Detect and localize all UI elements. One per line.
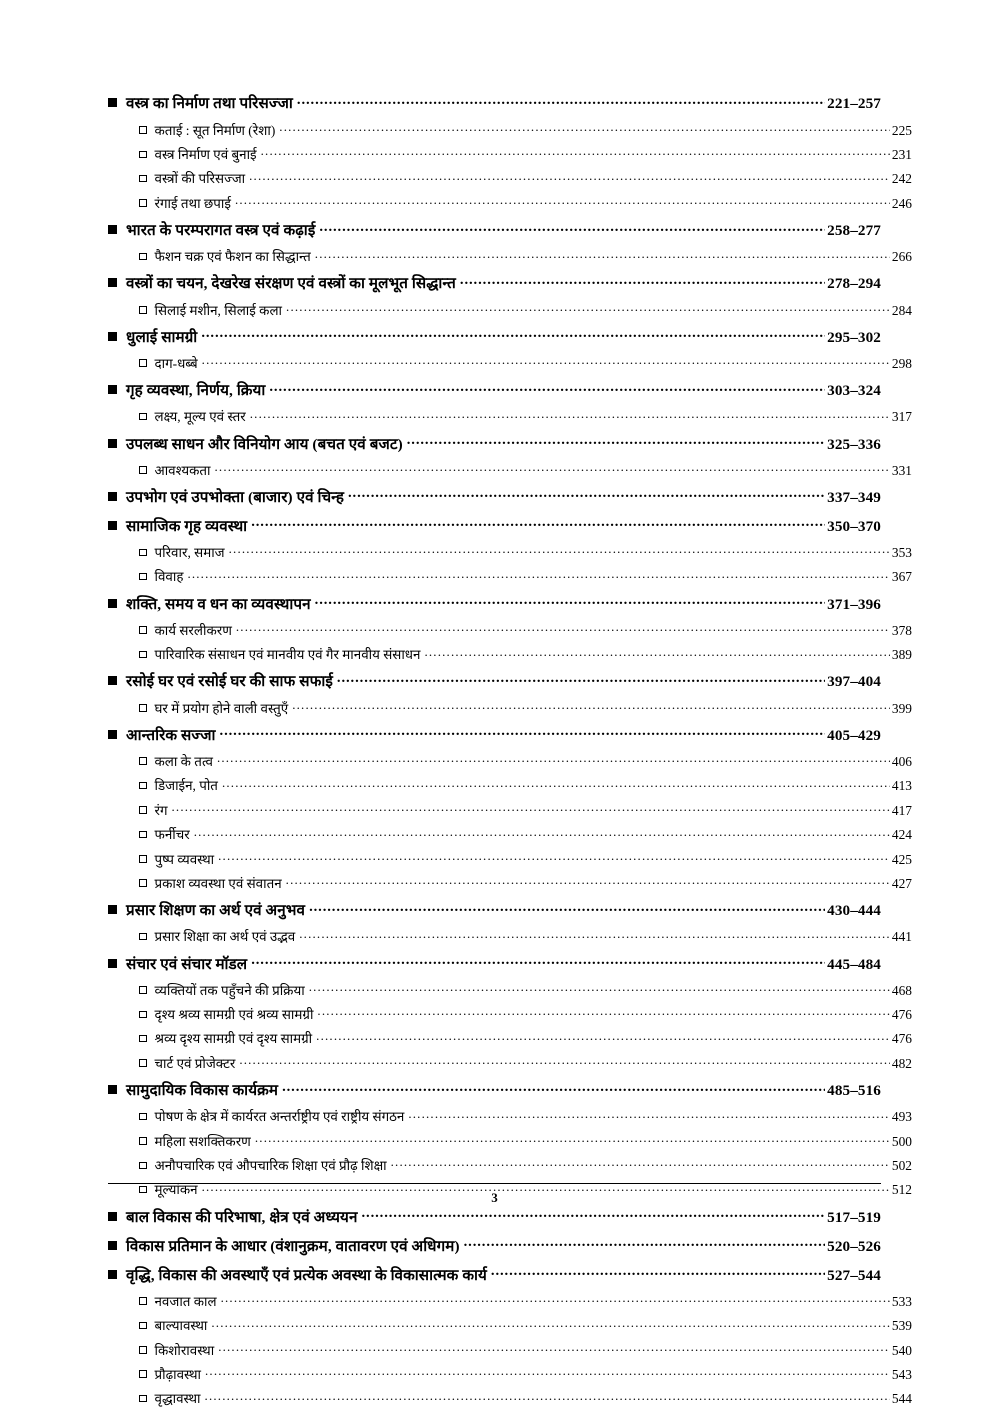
toc-sub-entry[interactable] <box>139 642 912 666</box>
toc-entry-title: विवाह <box>154 569 184 585</box>
hollow-square-icon <box>139 413 147 421</box>
toc-entry-title: वृद्धावस्था <box>154 1391 201 1407</box>
toc-entry-page: 468 <box>891 982 912 998</box>
toc-sub-entry[interactable] <box>139 539 912 563</box>
toc-entry-page: 441 <box>891 929 912 945</box>
toc-entry-page: 399 <box>891 700 912 716</box>
toc-entry-title: भारत के परम्परागत वस्त्र एवं कढ़ाई <box>126 222 316 240</box>
toc-entry-title: सामुदायिक विकास कार्यक्रम <box>126 1082 279 1100</box>
toc-entry-page: 512 <box>891 1182 912 1198</box>
toc-chapter-entry[interactable] <box>108 268 881 297</box>
toc-entry-title: चार्ट एवं प्रोजेक्टर <box>154 1055 236 1071</box>
toc-entry-title: रंगाई तथा छपाई <box>154 195 231 211</box>
toc-entry-title: महिला सशक्तिकरण <box>154 1133 251 1149</box>
toc-sub-entry[interactable] <box>139 924 912 948</box>
toc-entry-title: मूल्यांकन <box>154 1182 198 1198</box>
dot-leader <box>319 220 825 235</box>
toc-entry-title: वस्त्र का निर्माण तथा परिसज्जा <box>126 95 293 113</box>
toc-sub-entry[interactable] <box>139 564 912 588</box>
dot-leader <box>205 1390 890 1403</box>
toc-entry-page: 493 <box>891 1109 912 1125</box>
hollow-square-icon <box>139 1297 147 1305</box>
toc-entry-page: 397–404 <box>827 673 881 691</box>
dot-leader <box>286 301 890 314</box>
toc-entry-title: परिवार, समाज <box>154 545 225 561</box>
dot-leader <box>309 900 825 915</box>
dot-leader <box>249 170 890 183</box>
dot-leader <box>286 875 890 888</box>
toc-sub-entry[interactable] <box>139 797 912 821</box>
toc-entry-page: 242 <box>891 171 912 187</box>
toc-chapter-entry[interactable] <box>108 510 881 539</box>
toc-entry-title: धुलाई सामग्री <box>126 328 198 346</box>
toc-chapter-entry[interactable] <box>108 215 881 244</box>
toc-entry-title: घर में प्रयोग होने वाली वस्तुएँ <box>154 700 289 716</box>
toc-entry-page: 424 <box>891 827 912 843</box>
toc-entry-page: 221–257 <box>827 95 881 113</box>
hollow-square-icon <box>139 1395 147 1403</box>
hollow-square-icon <box>139 1137 147 1145</box>
dot-leader <box>362 1206 826 1221</box>
toc-sub-entry[interactable] <box>139 1386 912 1410</box>
dot-leader <box>348 487 825 502</box>
dot-leader <box>315 248 890 261</box>
toc-entry-page: 425 <box>891 851 912 867</box>
toc-entry-page: 527–544 <box>827 1266 881 1284</box>
table-of-contents <box>108 88 912 1410</box>
toc-chapter-entry[interactable] <box>108 1259 881 1288</box>
dot-leader <box>337 671 825 686</box>
hollow-square-icon <box>139 1346 147 1354</box>
dot-leader <box>220 725 826 740</box>
dot-leader <box>236 621 890 634</box>
toc-entry-page: 543 <box>891 1366 912 1382</box>
toc-entry-title: आवश्यकता <box>154 462 211 478</box>
hollow-square-icon <box>139 1162 147 1170</box>
toc-entry-page: 231 <box>891 147 912 163</box>
hollow-square-icon <box>139 651 147 659</box>
dot-leader <box>299 928 890 941</box>
toc-entry-title: दृश्य श्रव्य सामग्री एवं श्रव्य सामग्री <box>154 1007 314 1023</box>
filled-square-icon <box>108 225 117 234</box>
dot-leader <box>255 1132 890 1145</box>
toc-entry-title: शक्ति, समय व धन का व्यवस्थापन <box>126 595 311 613</box>
dot-leader <box>250 408 890 421</box>
toc-entry-title: वस्त्रों की परिसज्जा <box>154 171 246 187</box>
toc-entry-page: 430–444 <box>827 902 881 920</box>
dot-leader <box>261 146 890 159</box>
dot-leader <box>218 1341 890 1354</box>
dot-leader <box>205 1366 890 1379</box>
hollow-square-icon <box>139 549 147 557</box>
toc-sub-entry[interactable] <box>139 190 912 214</box>
hollow-square-icon <box>139 855 147 863</box>
dot-leader <box>251 953 825 968</box>
toc-entry-page: 540 <box>891 1342 912 1358</box>
toc-sub-entry[interactable] <box>139 977 912 1001</box>
toc-sub-entry[interactable] <box>139 773 912 797</box>
toc-entry-page: 544 <box>891 1391 912 1407</box>
toc-sub-entry[interactable] <box>139 1001 912 1025</box>
toc-entry-title: किशोरावस्था <box>154 1342 215 1358</box>
toc-sub-entry[interactable] <box>139 617 912 641</box>
hollow-square-icon <box>139 626 147 634</box>
toc-entry-title: सामाजिक गृह व्यवस्था <box>126 517 248 535</box>
toc-sub-entry[interactable] <box>139 404 912 428</box>
toc-entry-page: 500 <box>891 1133 912 1149</box>
hollow-square-icon <box>139 466 147 474</box>
hollow-square-icon <box>139 573 147 581</box>
hollow-square-icon <box>139 1370 147 1378</box>
toc-entry-title: डिजाईन, पोत <box>154 778 218 794</box>
toc-entry-title: उपलब्ध साधन और विनियोग आय (बचत एवं बजट) <box>126 435 403 453</box>
toc-chapter-entry[interactable] <box>108 88 881 117</box>
toc-chapter-entry[interactable] <box>108 948 881 977</box>
hollow-square-icon <box>139 151 147 159</box>
toc-sub-entry[interactable] <box>139 1337 912 1361</box>
toc-sub-entry[interactable] <box>139 870 912 894</box>
page-footer <box>108 1183 881 1206</box>
dot-leader <box>315 593 825 608</box>
toc-chapter-entry[interactable] <box>108 1075 881 1104</box>
toc-entry-page: 445–484 <box>827 955 881 973</box>
toc-entry-page: 539 <box>891 1318 912 1334</box>
toc-entry-page: 389 <box>891 647 912 663</box>
toc-entry-page: 476 <box>891 1007 912 1023</box>
hollow-square-icon <box>139 1035 147 1043</box>
dot-leader <box>235 194 890 207</box>
toc-entry-page: 303–324 <box>827 382 881 400</box>
filled-square-icon <box>108 492 117 501</box>
toc-entry-page: 520–526 <box>827 1237 881 1255</box>
hollow-square-icon <box>139 757 147 765</box>
hollow-square-icon <box>139 126 147 134</box>
toc-sub-entry[interactable] <box>139 166 912 190</box>
dot-leader <box>194 826 890 839</box>
toc-entry-page: 417 <box>891 802 912 818</box>
toc-sub-entry[interactable] <box>139 1152 912 1176</box>
dot-leader <box>297 93 825 108</box>
filled-square-icon <box>108 332 117 341</box>
hollow-square-icon <box>139 1113 147 1121</box>
toc-entry-title: कताई : सूत निर्माण (रेशा) <box>154 122 276 138</box>
toc-entry-title: श्रव्य दृश्य सामग्री एवं दृश्य सामग्री <box>154 1031 313 1047</box>
filled-square-icon <box>108 730 117 739</box>
toc-entry-title: रंग <box>154 802 168 818</box>
toc-entry-title: फैशन चक्र एवं फैशन का सिद्धान्त <box>154 249 311 265</box>
toc-chapter-entry[interactable] <box>108 1230 881 1259</box>
toc-entry-title: प्रकाश व्यवस्था एवं संवातन <box>154 875 282 891</box>
toc-entry-page: 517–519 <box>827 1208 881 1226</box>
dot-leader <box>222 777 890 790</box>
toc-entry-title: सिलाई मशीन, सिलाई कला <box>154 302 283 318</box>
dot-leader <box>172 801 890 814</box>
hollow-square-icon <box>139 175 147 183</box>
toc-chapter-entry[interactable] <box>108 481 881 510</box>
filled-square-icon <box>108 1241 117 1250</box>
dot-leader <box>464 1235 826 1250</box>
toc-entry-page: 278–294 <box>827 275 881 293</box>
filled-square-icon <box>108 521 117 530</box>
toc-sub-entry[interactable] <box>139 821 912 845</box>
toc-chapter-entry[interactable] <box>108 321 881 350</box>
toc-entry-title: दाग-धब्बे <box>154 355 198 371</box>
toc-entry-title: पारिवारिक संसाधन एवं मानवीय एवं गैर मानवीय संसाधन <box>154 647 421 663</box>
toc-entry-title: कार्य सरलीकरण <box>154 622 232 638</box>
toc-chapter-entry[interactable] <box>108 588 881 617</box>
dot-leader <box>214 461 889 474</box>
toc-entry-title: उपभोग एवं उपभोक्ता (बाजार) एवं चिन्ह <box>126 488 344 506</box>
toc-entry-title: वस्त्रों का चयन, देखरेख संरक्षण एवं वस्त्रों का मूलभूत सिद्धान्त <box>126 275 456 293</box>
toc-entry-page: 378 <box>891 622 912 638</box>
toc-entry-title: गृह व्यवस्था, निर्णय, क्रिया <box>126 382 266 400</box>
toc-sub-entry[interactable] <box>139 1026 912 1050</box>
dot-leader <box>317 1006 890 1019</box>
toc-entry-page: 295–302 <box>827 328 881 346</box>
toc-entry-page: 371–396 <box>827 595 881 613</box>
toc-sub-entry[interactable] <box>139 695 912 719</box>
filled-square-icon <box>108 439 117 448</box>
toc-entry-page: 406 <box>891 753 912 769</box>
filled-square-icon <box>108 1085 117 1094</box>
dot-leader <box>217 753 890 766</box>
hollow-square-icon <box>139 879 147 887</box>
toc-entry-page: 246 <box>891 195 912 211</box>
toc-sub-entry[interactable] <box>139 1050 912 1074</box>
toc-chapter-entry[interactable] <box>108 375 881 404</box>
toc-entry-title: व्यक्तियों तक पहुँचने की प्रक्रिया <box>154 982 305 998</box>
filled-square-icon <box>108 905 117 914</box>
hollow-square-icon <box>139 831 147 839</box>
hollow-square-icon <box>139 306 147 314</box>
toc-entry-page: 485–516 <box>827 1082 881 1100</box>
toc-entry-title: पोषण के क्षेत्र में कार्यरत अन्तर्राष्ट्रीय एवं राष्ट्रीय संगठन <box>154 1109 405 1125</box>
toc-entry-title: वस्त्र निर्माण एवं बुनाई <box>154 147 257 163</box>
dot-leader <box>269 380 825 395</box>
dot-leader <box>239 1054 890 1067</box>
hollow-square-icon <box>139 782 147 790</box>
dot-leader <box>218 850 890 863</box>
dot-leader <box>460 273 825 288</box>
toc-entry-page: 337–349 <box>827 488 881 506</box>
toc-entry-page: 533 <box>891 1293 912 1309</box>
dot-leader <box>251 516 825 531</box>
hollow-square-icon <box>139 933 147 941</box>
toc-chapter-entry[interactable] <box>108 719 881 748</box>
toc-entry-title: विकास प्रतिमान के आधार (वंशानुक्रम, वातावरण एवं अधिगम) <box>126 1237 460 1255</box>
dot-leader <box>211 1317 890 1330</box>
dot-leader <box>309 981 890 994</box>
toc-sub-entry[interactable] <box>139 1361 912 1385</box>
toc-chapter-entry[interactable] <box>108 428 881 457</box>
toc-sub-entry[interactable] <box>139 1288 912 1312</box>
toc-sub-entry[interactable] <box>139 1104 912 1128</box>
toc-entry-page: 266 <box>891 249 912 265</box>
toc-entry-page: 350–370 <box>827 517 881 535</box>
hollow-square-icon <box>139 359 147 367</box>
filled-square-icon <box>108 959 117 968</box>
dot-leader <box>187 568 889 581</box>
toc-entry-page: 405–429 <box>827 726 881 744</box>
toc-entry-page: 298 <box>891 355 912 371</box>
toc-entry-page: 413 <box>891 778 912 794</box>
filled-square-icon <box>108 599 117 608</box>
dot-leader <box>282 1080 825 1095</box>
filled-square-icon <box>108 98 117 107</box>
dot-leader <box>391 1157 890 1170</box>
toc-entry-title: फर्नीचर <box>154 827 190 843</box>
hollow-square-icon <box>139 1059 147 1067</box>
toc-sub-entry[interactable] <box>139 244 912 268</box>
dot-leader <box>201 327 825 342</box>
dot-leader <box>316 1030 890 1043</box>
hollow-square-icon <box>139 199 147 207</box>
dot-leader <box>221 1292 890 1305</box>
toc-entry-page: 317 <box>891 409 912 425</box>
hollow-square-icon <box>139 253 147 261</box>
dot-leader <box>229 544 890 557</box>
toc-sub-entry[interactable] <box>139 350 912 374</box>
filled-square-icon <box>108 676 117 685</box>
toc-entry-page: 258–277 <box>827 222 881 240</box>
toc-sub-entry[interactable] <box>139 1312 912 1336</box>
filled-square-icon <box>108 1270 117 1279</box>
toc-entry-title: प्रसार शिक्षण का अर्थ एवं अनुभव <box>126 902 306 920</box>
dot-leader <box>408 1108 890 1121</box>
hollow-square-icon <box>139 806 147 814</box>
toc-entry-page: 325–336 <box>827 435 881 453</box>
dot-leader <box>279 121 890 134</box>
page-number: 3 <box>491 1190 498 1205</box>
toc-entry-title: अनौपचारिक एवं औपचारिक शिक्षा एवं प्रौढ़ शिक्षा <box>154 1158 387 1174</box>
toc-entry-title: बाल विकास की परिभाषा, क्षेत्र एवं अध्ययन <box>126 1208 358 1226</box>
toc-entry-title: पुष्प व्यवस्था <box>154 851 215 867</box>
filled-square-icon <box>108 385 117 394</box>
toc-sub-entry[interactable] <box>139 1128 912 1152</box>
toc-entry-title: लक्ष्य, मूल्य एवं स्तर <box>154 409 246 425</box>
toc-entry-title: प्रौढ़ावस्था <box>154 1366 202 1382</box>
toc-entry-title: नवजात काल <box>154 1293 217 1309</box>
dot-leader <box>424 646 889 659</box>
toc-entry-page: 482 <box>891 1055 912 1071</box>
dot-leader <box>407 433 825 448</box>
dot-leader <box>292 699 890 712</box>
toc-entry-title: रसोई घर एवं रसोई घर की साफ सफाई <box>126 673 333 691</box>
toc-entry-title: प्रसार शिक्षा का अर्थ एवं उद्भव <box>154 929 296 945</box>
toc-chapter-entry[interactable] <box>108 666 881 695</box>
toc-sub-entry[interactable] <box>139 117 912 141</box>
toc-sub-entry[interactable] <box>139 748 912 772</box>
dot-leader <box>202 355 890 368</box>
toc-entry-page: 284 <box>891 302 912 318</box>
toc-sub-entry[interactable] <box>139 457 912 481</box>
hollow-square-icon <box>139 1322 147 1330</box>
filled-square-icon <box>108 1212 117 1221</box>
toc-entry-title: वृद्धि, विकास की अवस्थाएँ एवं प्रत्येक अवस्था के विकासात्मक कार्य <box>126 1266 487 1284</box>
toc-entry-page: 502 <box>891 1158 912 1174</box>
toc-sub-entry[interactable] <box>139 141 912 165</box>
toc-entry-title: कला के तत्व <box>154 753 213 769</box>
footer-divider <box>108 1183 881 1184</box>
toc-entry-page: 225 <box>891 122 912 138</box>
toc-sub-entry[interactable] <box>139 846 912 870</box>
toc-entry-page: 353 <box>891 545 912 561</box>
toc-entry-page: 331 <box>891 462 912 478</box>
hollow-square-icon <box>139 1011 147 1019</box>
toc-entry-title: संचार एवं संचार मॉडल <box>126 955 248 973</box>
toc-entry-page: 476 <box>891 1031 912 1047</box>
hollow-square-icon <box>139 704 147 712</box>
toc-entry-page: 427 <box>891 875 912 891</box>
toc-sub-entry[interactable] <box>139 297 912 321</box>
hollow-square-icon <box>139 986 147 994</box>
toc-chapter-entry[interactable] <box>108 895 881 924</box>
filled-square-icon <box>108 278 117 287</box>
dot-leader <box>491 1264 825 1279</box>
toc-entry-title: बाल्यावस्था <box>154 1318 208 1334</box>
toc-entry-page: 367 <box>891 569 912 585</box>
toc-entry-title: आन्तरिक सज्जा <box>126 726 216 744</box>
